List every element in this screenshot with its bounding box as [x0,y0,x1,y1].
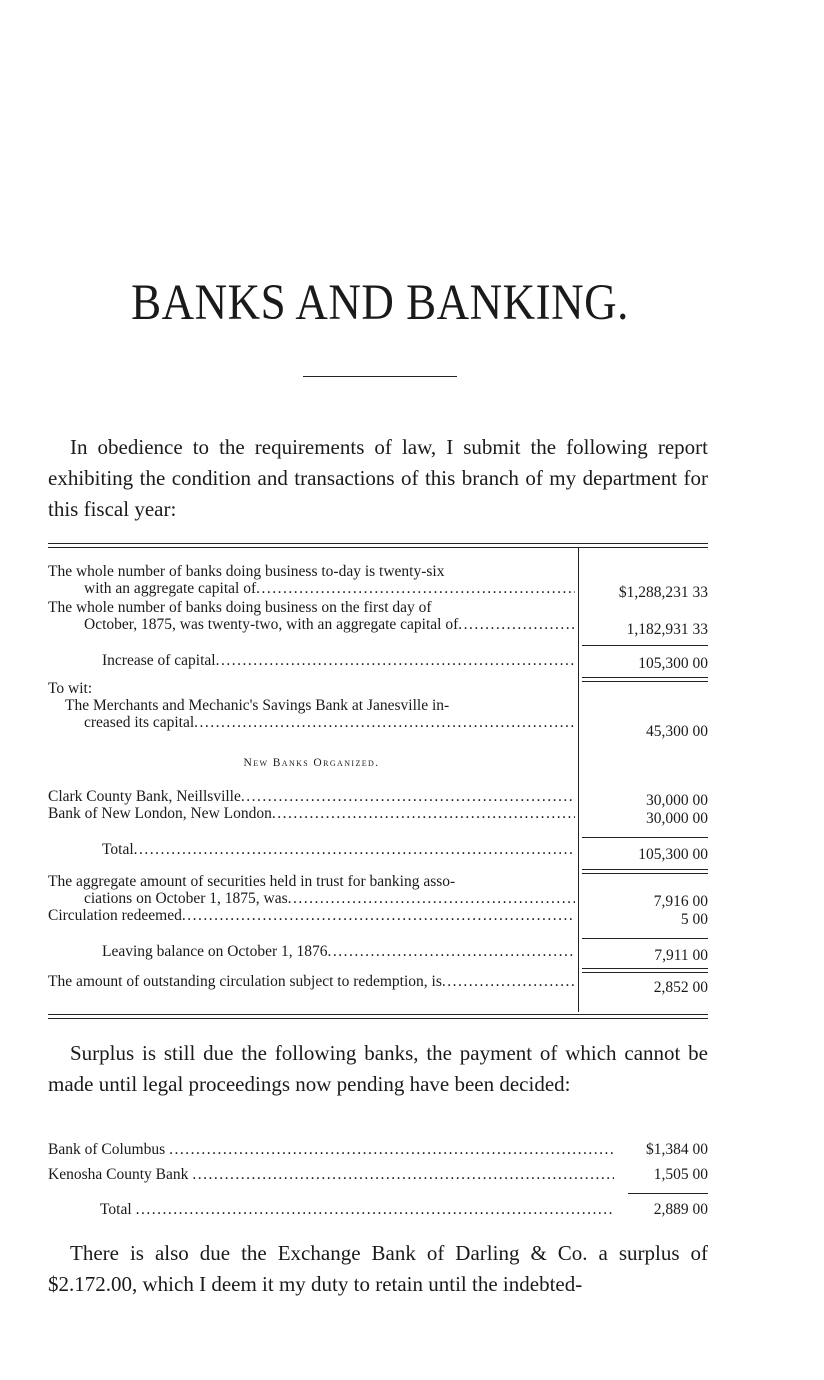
row-total [48,841,575,858]
row-securities-line1: The aggregate amount of securities held in trust for banking asso- [48,873,456,890]
leader-dots [216,652,575,669]
leader-dots [192,1166,614,1184]
leader-dots [328,943,575,960]
leader-dots [169,1141,614,1159]
row-increase [48,652,575,669]
kenosha-label: Kenosha County Bank [48,1166,189,1183]
row-banks-1875-line2: October, 1875, was twenty-two, with an aggregate capital of [84,616,459,633]
page-title: BANKS AND BANKING. [131,274,629,330]
amount-redeemed: 5 00 [680,911,708,928]
intro-paragraph [48,432,708,525]
row-merchants-line1: The Merchants and Mechanic's Savings Bank at Janesville in- [65,697,450,714]
leader-dots [272,805,575,822]
surplus-row-columbus [48,1141,708,1159]
surplus-total-amount: 2,889 00 [653,1201,708,1218]
row-merchants-line2: creased its capital [84,714,195,731]
surplus-total-label: Total [100,1201,132,1218]
amount-outstanding: 2,852 00 [653,979,708,996]
total-label: Total [102,841,134,858]
subtotal-rule [582,645,708,646]
surplus-row-kenosha [48,1166,708,1184]
surplus-total-rule [628,1193,708,1194]
amount-banks-today: $1,288,231 33 [618,584,708,601]
columbus-amount: $1,384 00 [646,1141,708,1158]
amount-merchants: 45,300 00 [646,723,708,740]
surplus-paragraph [48,1038,708,1100]
row-banks-1875-line1: The whole number of banks doing business on the first day of [48,599,432,616]
table-column-divider [578,548,579,1012]
row-newlondon [48,805,575,822]
leader-dots [136,1201,614,1219]
row-securities [48,873,575,907]
amount-newlondon: 30,000 00 [646,810,708,827]
amount-total: 105,300 00 [638,846,708,863]
amount-securities: 7,916 00 [653,893,708,910]
clark-label: Clark County Bank, Neillsville [48,788,241,805]
newlondon-label: Bank of New London, New London [48,805,272,822]
leader-dots [194,714,575,731]
leader-dots [182,907,575,924]
surplus-row-total [48,1201,708,1219]
row-redeemed [48,907,575,924]
columbus-label: Bank of Columbus [48,1141,166,1158]
row-securities-line2: ciations on October 1, 1875, was [84,890,288,907]
total-double-rule [582,677,708,682]
subtotal-rule [582,938,708,939]
row-banks-today [48,563,575,597]
kenosha-amount: 1,505 00 [653,1166,708,1183]
row-banks-today-line2: with an aggregate capital of [84,580,257,597]
row-banks-1875 [48,599,575,633]
closing-text: There is also due the Exchange Bank of Darling & Co. a surplus of $2.172.00, which I deem it my duty to retain until the indebted- [48,1241,708,1296]
table-bottom-rule [48,1014,708,1019]
amount-balance: 7,911 00 [654,947,708,964]
row-outstanding [48,973,575,990]
leader-dots [442,973,575,990]
intro-text: In obedience to the requirements of law, I submit the following report exhibiting the condition and transactions of this branch of my department for this fiscal year: [48,435,708,521]
amount-banks-1875: 1,182,931 33 [626,621,708,638]
amount-clark: 30,000 00 [646,792,708,809]
outstanding-label: The amount of outstanding circulation subject to redemption, is [48,973,442,990]
total-double-rule [582,869,708,874]
leader-dots [241,788,575,805]
total-double-rule [582,968,708,973]
new-banks-heading: New Banks Organized. [243,757,380,769]
leader-dots [134,841,575,858]
balance-label: Leaving balance on October 1, 1876 [102,943,328,960]
title-divider [303,376,457,377]
row-balance [48,943,575,960]
leader-dots [256,580,575,597]
to-wit: To wit: [48,680,93,697]
redeemed-label: Circulation redeemed [48,907,182,924]
closing-paragraph [48,1238,708,1300]
row-banks-today-line1: The whole number of banks doing business to-day is twenty-six [48,563,445,580]
leader-dots [458,616,575,633]
row-clark [48,788,575,805]
surplus-text: Surplus is still due the following banks, the payment of which cannot be made until legal proceedings now pending have been decided: [48,1041,708,1096]
increase-label: Increase of capital [102,652,216,669]
row-merchants [48,697,575,731]
table-top-rule [48,543,708,548]
amount-increase: 105,300 00 [638,655,708,672]
subtotal-rule [582,837,708,838]
leader-dots [288,890,575,907]
